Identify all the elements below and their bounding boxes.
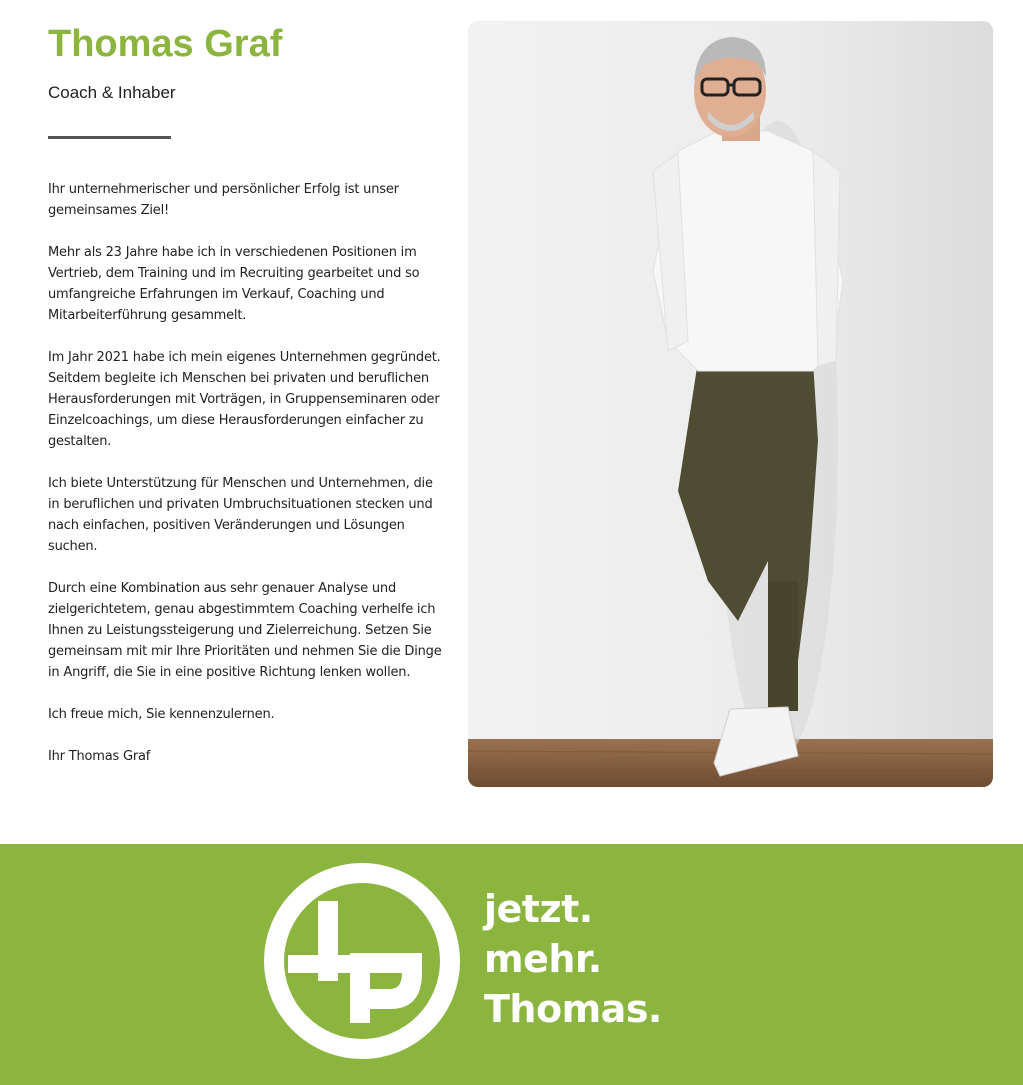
footer-banner xyxy=(0,844,1023,1085)
bio-paragraph: Ich freue mich, Sie kennenzulernen. xyxy=(48,707,275,722)
divider xyxy=(48,136,171,139)
slogan-line: mehr. xyxy=(484,937,602,981)
bio-signature: Ihr Thomas Graf xyxy=(48,749,151,764)
bio-text xyxy=(48,179,443,767)
bio-paragraph: Ihr unternehmerischer und persönlicher Erfolg ist unser gemeinsames Ziel! xyxy=(48,182,399,218)
page-title: Thomas Graf xyxy=(48,23,283,65)
slogan xyxy=(484,884,662,1034)
bio-paragraph: Mehr als 23 Jahre habe ich in verschiedenen Positionen im Vertrieb, dem Training und im Recruiting gearbeitet und so umfangreiche Erfahrungen im Verkauf, Coaching und Mitarbeiterführung gesammelt. xyxy=(48,245,420,323)
subtitle-role: Coach & Inhaber xyxy=(48,83,176,102)
slogan-line: jetzt. xyxy=(484,887,593,931)
bio-paragraph: Durch eine Kombination aus sehr genauer Analyse und zielgerichtetem, genau abgestimmtem Coaching verhelfe ich Ihnen zu Leistungssteigerung und Zielerreichung. Setzen Sie gemeinsam mit mir Ihre Prioritäten und nehmen Sie die Dinge in Angriff, die Sie in eine positive Richtung lenken wollen. xyxy=(48,581,442,680)
portrait-illustration xyxy=(468,21,993,787)
slogan-line: Thomas. xyxy=(484,987,662,1031)
tg-monogram-logo-icon xyxy=(262,861,462,1061)
bio-paragraph: Im Jahr 2021 habe ich mein eigenes Unternehmen gegründet. Seitdem begleite ich Menschen bei privaten und beruflichen Herausforderungen mit Vorträgen, in Gruppenseminaren oder Einzelcoachings, um diese Herausforderungen einfacher zu gestalten. xyxy=(48,350,441,449)
profile-section xyxy=(48,20,443,788)
bio-paragraph: Ich biete Unterstützung für Menschen und Unternehmen, die in beruflichen und privaten Umbruchsituationen stecken und nach einfachen, positiven Veränderungen und Lösungen suchen. xyxy=(48,476,433,554)
portrait-photo xyxy=(468,21,993,787)
